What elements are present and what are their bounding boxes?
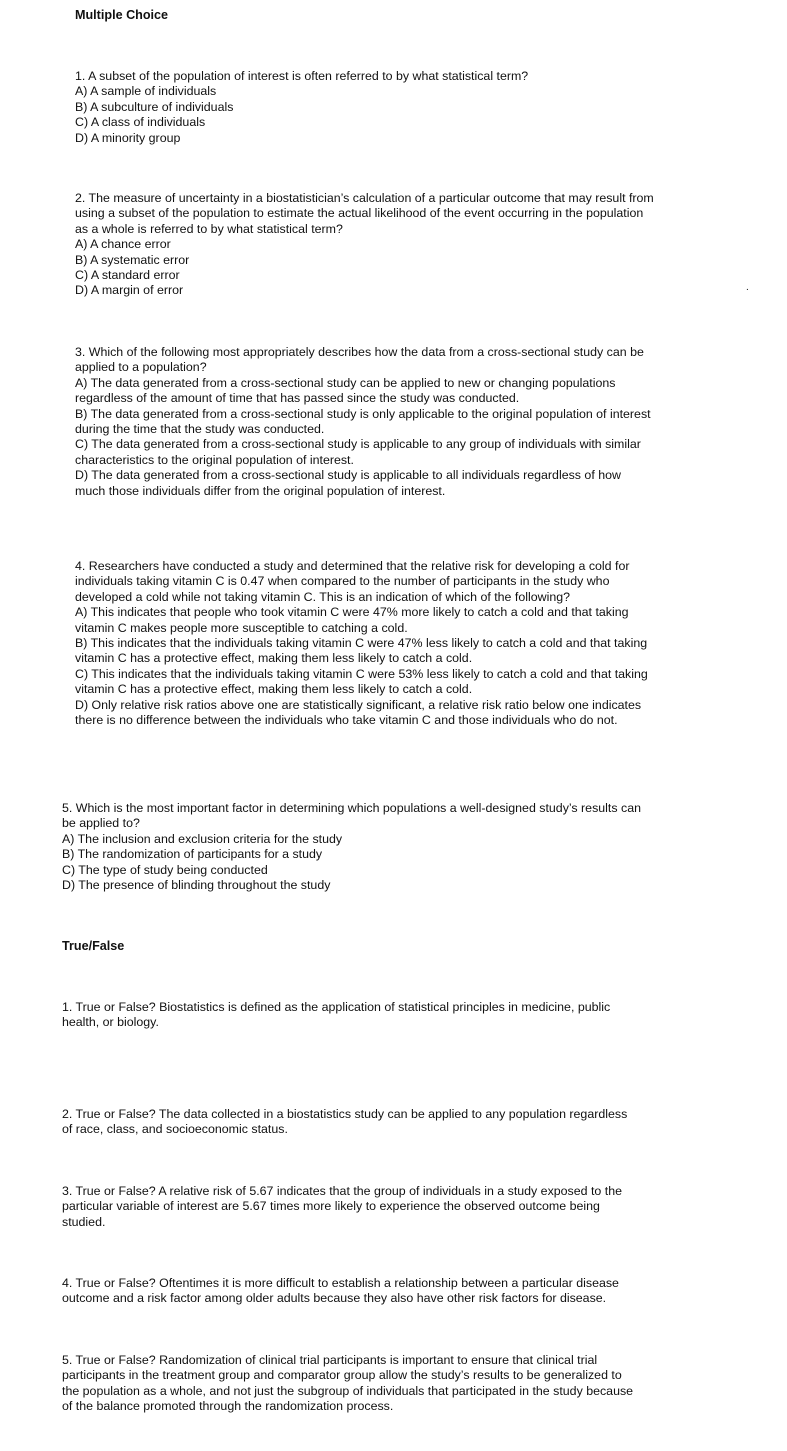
tf-question-5 — [62, 1353, 633, 1415]
answer-option-c: C) This indicates that the individuals taking vitamin C were 53% less likely to catch a cold and that taking — [75, 666, 648, 681]
tf-question-4 — [62, 1276, 619, 1307]
mc-question-1 — [75, 69, 528, 146]
answer-option-b: B) The randomization of participants for a study — [62, 847, 323, 862]
answer-option-a: A) A chance error — [75, 237, 171, 252]
answer-option-a: A) The data generated from a cross-sectional study can be applied to new or changing populations — [75, 375, 616, 390]
text-line: characteristics to the original population of interest. — [75, 452, 354, 467]
answer-option-a: A) A sample of individuals — [75, 84, 217, 99]
question-stem-line: as a whole is referred to by what statistical term? — [75, 221, 343, 236]
text-line: there is no difference between the individuals who take vitamin C and those individuals who do not. — [75, 713, 618, 728]
answer-option-d: D) The data generated from a cross-sectional study is applicable to all individuals regardless of how — [75, 468, 621, 483]
question-stem-line: using a subset of the population to estimate the actual likelihood of the event occurring in the population — [75, 206, 644, 221]
answer-option-d: D) A minority group — [75, 130, 181, 145]
text-line: health, or biology. — [62, 1015, 159, 1030]
text-line: 1. True or False? Biostatistics is defined as the application of statistical principles in medicine, public — [62, 1000, 611, 1014]
text-line: 3. True or False? A relative risk of 5.67 indicates that the group of individuals in a study exposed to the — [62, 1184, 622, 1198]
answer-option-c: C) A standard error — [75, 268, 180, 283]
mc-question-4 — [75, 559, 648, 728]
mc-question-5 — [62, 801, 641, 893]
text-line: 4. Researchers have conducted a study and determined that the relative risk for developing a cold for — [75, 559, 630, 573]
answer-option-b: B) This indicates that the individuals taking vitamin C were 47% less likely to catch a cold and that taking — [75, 636, 648, 651]
text-line: developed a cold while not taking vitamin C. This is an indication of which of the following? — [75, 589, 570, 604]
text-line: much those individuals differ from the original population of interest. — [75, 483, 446, 498]
mc-question-3 — [75, 345, 651, 499]
text-line: of the balance promoted through the randomization process. — [62, 1399, 394, 1414]
question-stem-line: 2. The measure of uncertainty in a biostatistician’s calculation of a particular outcome that may result from — [75, 191, 654, 205]
answer-option-b: B) A subculture of individuals — [75, 99, 234, 114]
tf-question-3 — [62, 1184, 622, 1230]
mc-question-2 — [75, 191, 654, 299]
tf-question-2 — [62, 1107, 627, 1138]
text-line: 4. True or False? Oftentimes it is more difficult to establish a relationship between a particular disease — [62, 1276, 619, 1290]
text-line: 5. True or False? Randomization of clinical trial participants is important to ensure that clinical trial — [62, 1353, 598, 1367]
answer-option-b: B) The data generated from a cross-sectional study is only applicable to the original population of interest — [75, 406, 651, 421]
text-line: 2. True or False? The data collected in a biostatistics study can be applied to any population regardless — [62, 1107, 628, 1121]
text-line: applied to a population? — [75, 360, 207, 375]
multiple-choice-heading: Multiple Choice — [75, 8, 169, 22]
text-line: outcome and a risk factor among older adults because they also have other risk factors for disease. — [62, 1291, 607, 1306]
text-line: of race, class, and socioeconomic status. — [62, 1122, 288, 1137]
answer-option-d: D) Only relative risk ratios above one are statistically significant, a relative risk ratio below one indicates — [75, 697, 642, 712]
text-line: be applied to? — [62, 816, 140, 831]
answer-option-b: B) A systematic error — [75, 252, 190, 267]
text-line: 3. Which of the following most appropriately describes how the data from a cross-sectional study can be — [75, 345, 644, 359]
text-line: the population as a whole, and not just the subgroup of individuals that participated in the study because — [62, 1383, 634, 1398]
text-line: vitamin C makes people more susceptible to catching a cold. — [75, 620, 408, 635]
answer-option-d: D) The presence of blinding throughout the study — [62, 878, 331, 893]
text-line: studied. — [62, 1214, 106, 1229]
question-stem: 1. A subset of the population of interest is often referred to by what statistical term? — [75, 69, 529, 83]
text-line: regardless of the amount of time that has passed since the study was conducted. — [75, 391, 520, 406]
answer-option-a: A) The inclusion and exclusion criteria for the study — [62, 831, 343, 846]
text-line: particular variable of interest are 5.67 times more likely to experience the observed outcome being — [62, 1199, 600, 1214]
answer-option-d: D) A margin of error — [75, 283, 184, 298]
answer-option-c: C) The data generated from a cross-sectional study is applicable to any group of individuals with similar — [75, 437, 641, 452]
true-false-heading: True/False — [62, 939, 125, 953]
answer-option-c: C) A class of individuals — [75, 115, 206, 130]
text-line: participants in the treatment group and comparator group allow the study’s results to be generalized to — [62, 1368, 622, 1383]
text-line: vitamin C has a protective effect, making them less likely to catch a cold. — [75, 651, 473, 666]
answer-option-c: C) The type of study being conducted — [62, 862, 268, 877]
answer-option-a: A) This indicates that people who took vitamin C were 47% more likely to catch a cold and that taking — [75, 605, 629, 620]
tf-question-1 — [62, 1000, 610, 1031]
stray-mark: . — [746, 282, 749, 293]
text-line: 5. Which is the most important factor in determining which populations a well-designed study’s results can — [62, 801, 641, 815]
text-line: during the time that the study was conducted. — [75, 422, 325, 437]
text-line: individuals taking vitamin C is 0.47 when compared to the number of participants in the study who — [75, 574, 610, 589]
text-line: vitamin C has a protective effect, making them less likely to catch a cold. — [75, 682, 473, 697]
